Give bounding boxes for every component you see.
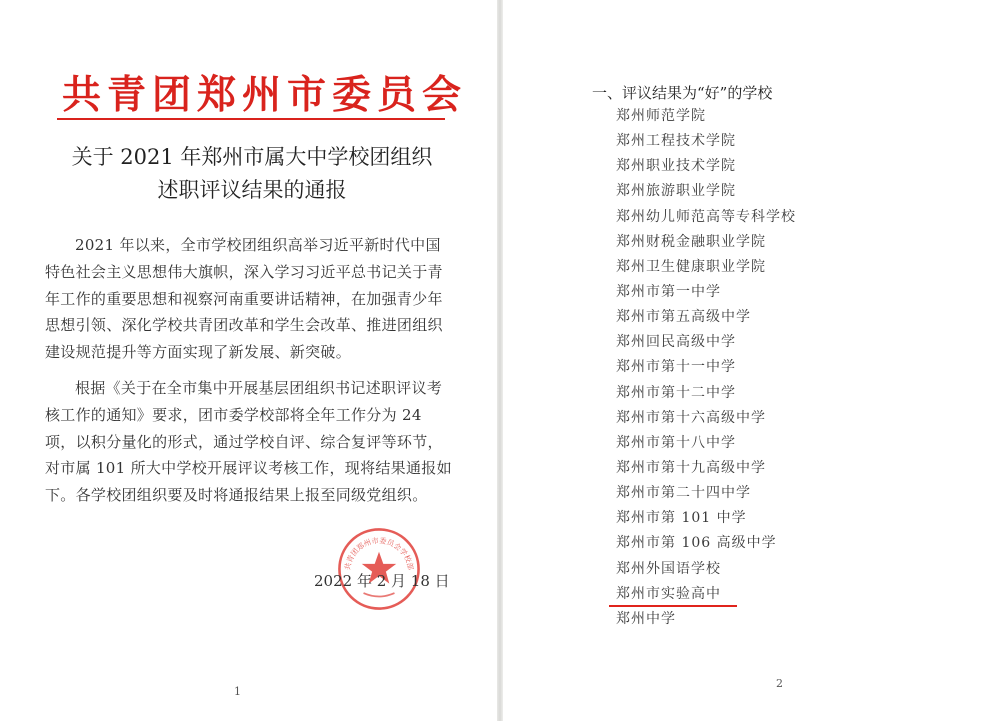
list-item: 郑州市第一中学 bbox=[616, 283, 721, 300]
letterhead-title: 共青团郑州市委员会 bbox=[62, 72, 468, 118]
list-item: 郑州工程技术学院 bbox=[616, 133, 736, 150]
list-item: 郑州外国语学校 bbox=[616, 560, 721, 577]
list-item: 郑州市第 101 中学 bbox=[616, 510, 747, 527]
list-item: 郑州师范学院 bbox=[616, 108, 706, 124]
page-number-1: 1 bbox=[234, 685, 241, 698]
seal-lettering: 共青团郑州市委员会学校部 bbox=[342, 536, 416, 571]
list-item: 郑州市第十二中学 bbox=[616, 384, 736, 401]
school-list bbox=[616, 104, 796, 632]
document-title-line-1: 关于 2021 年郑州市属大中学校团组织 bbox=[71, 145, 433, 169]
list-item: 郑州市第五高级中学 bbox=[616, 309, 751, 326]
section-heading-good: 一、评议结果为“好”的学校 bbox=[592, 84, 773, 102]
list-item: 郑州市第 106 高级中学 bbox=[616, 535, 777, 552]
body-paragraph-2 bbox=[45, 375, 453, 509]
list-item: 郑州市第十一中学 bbox=[616, 359, 736, 376]
page-number-2: 2 bbox=[776, 677, 783, 690]
list-item: 郑州幼儿师范高等专科学校 bbox=[616, 208, 796, 225]
official-seal-icon bbox=[336, 526, 422, 612]
document-page-1 bbox=[0, 0, 497, 721]
body-paragraph-1 bbox=[45, 232, 453, 366]
list-item: 郑州市第十六高级中学 bbox=[616, 409, 766, 426]
list-item: 郑州回民高级中学 bbox=[616, 334, 736, 351]
body-paragraph-1-text: 2021 年以来，全市学校团组织高举习近平新时代中国特色社会主义思想伟大旗帜，深入学习习近平总书记关于青年工作的重要思想和视察河南重要讲话精神，在加强青少年思想引领、深化学校共青团改革和学生会改革、推进团组织建设规范提升等方面实现了新发展、新突破。 bbox=[45, 236, 443, 362]
highlight-underline bbox=[609, 605, 737, 607]
document-title-line-2: 述职评议结果的通报 bbox=[157, 178, 347, 202]
list-item: 郑州职业技术学院 bbox=[616, 158, 736, 175]
list-item: 郑州市第二十四中学 bbox=[616, 485, 751, 502]
list-item: 郑州旅游职业学院 bbox=[616, 183, 736, 200]
list-item: 郑州财税金融职业学院 bbox=[616, 233, 766, 250]
body-paragraph-2-text: 根据《关于在全市集中开展基层团组织书记述职评议考核工作的通知》要求，团市委学校部将全年工作分为 24 项，以积分量化的形式，通过学校自评、综合复评等环节，对市属 101 所大中学校开展评议考核工作，现将结果通报如下。各学校团组织要及时将通报结果上报至同级党组织。 bbox=[45, 379, 452, 505]
document-title bbox=[40, 141, 464, 207]
list-item: 郑州中学 bbox=[616, 610, 676, 627]
letterhead-rule bbox=[57, 118, 445, 120]
highlighted-list-item: 郑州市实验高中 bbox=[616, 585, 721, 602]
document-date: 2022 年 2 月 18 日 bbox=[314, 572, 450, 590]
list-item: 郑州市第十八中学 bbox=[616, 434, 736, 451]
list-item: 郑州市第十九高级中学 bbox=[616, 459, 766, 476]
list-item: 郑州卫生健康职业学院 bbox=[616, 258, 766, 275]
